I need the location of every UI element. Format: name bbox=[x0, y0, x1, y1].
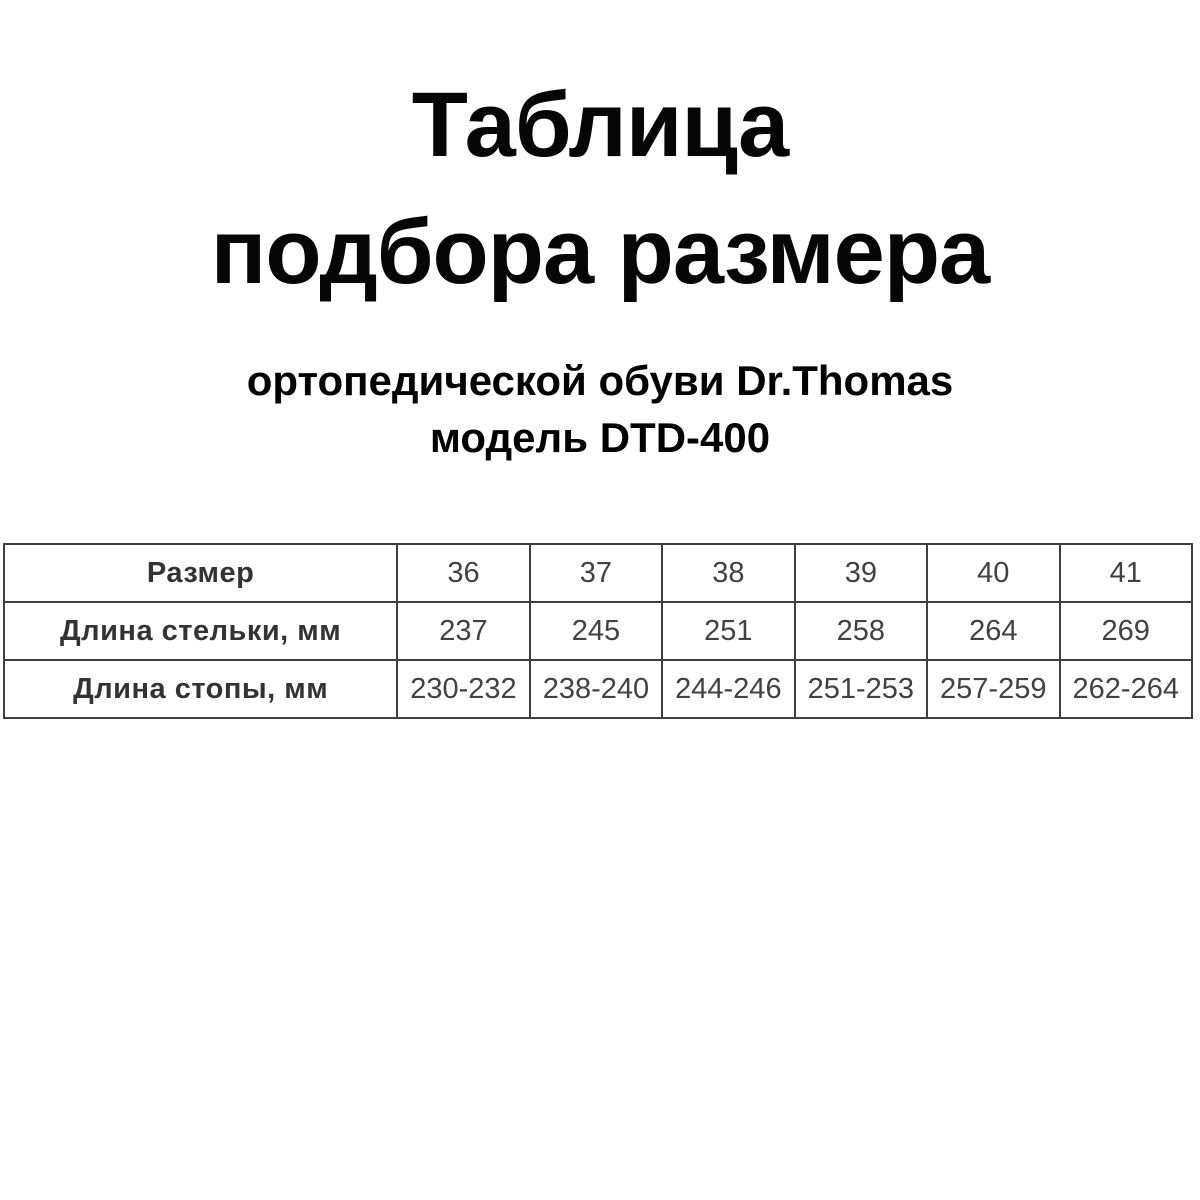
page-title-line1: Таблица bbox=[411, 74, 789, 176]
table-cell: 41 bbox=[1060, 544, 1193, 602]
page-title-line2: подбора размера bbox=[210, 201, 990, 303]
table-cell: 245 bbox=[530, 602, 662, 660]
table-cell: 238-240 bbox=[530, 660, 662, 718]
page-subtitle bbox=[0, 352, 1200, 466]
table-cell: 251 bbox=[662, 602, 794, 660]
page-subtitle-line2: модель DTD-400 bbox=[429, 414, 771, 461]
table-cell: 237 bbox=[397, 602, 529, 660]
table-cell: 251-253 bbox=[795, 660, 927, 718]
table-cell: 269 bbox=[1060, 602, 1193, 660]
row-label-foot-length: Длина стопы, мм bbox=[4, 660, 397, 718]
table-cell: 230-232 bbox=[397, 660, 529, 718]
table-cell: 264 bbox=[927, 602, 1059, 660]
table-cell: 39 bbox=[795, 544, 927, 602]
size-table bbox=[3, 543, 1193, 719]
table-cell: 36 bbox=[397, 544, 529, 602]
table-row-foot-length bbox=[4, 660, 1192, 718]
page-title bbox=[0, 62, 1200, 316]
table-cell: 262-264 bbox=[1060, 660, 1193, 718]
table-cell: 37 bbox=[530, 544, 662, 602]
table-cell: 257-259 bbox=[927, 660, 1059, 718]
table-cell: 244-246 bbox=[662, 660, 794, 718]
table-cell: 38 bbox=[662, 544, 794, 602]
table-cell: 40 bbox=[927, 544, 1059, 602]
table-row-size bbox=[4, 544, 1192, 602]
table-cell: 258 bbox=[795, 602, 927, 660]
table-row-insole-length bbox=[4, 602, 1192, 660]
row-label-size: Размер bbox=[4, 544, 397, 602]
page-subtitle-line1: ортопедической обуви Dr.Thomas bbox=[246, 357, 954, 404]
row-label-insole-length: Длина стельки, мм bbox=[4, 602, 397, 660]
